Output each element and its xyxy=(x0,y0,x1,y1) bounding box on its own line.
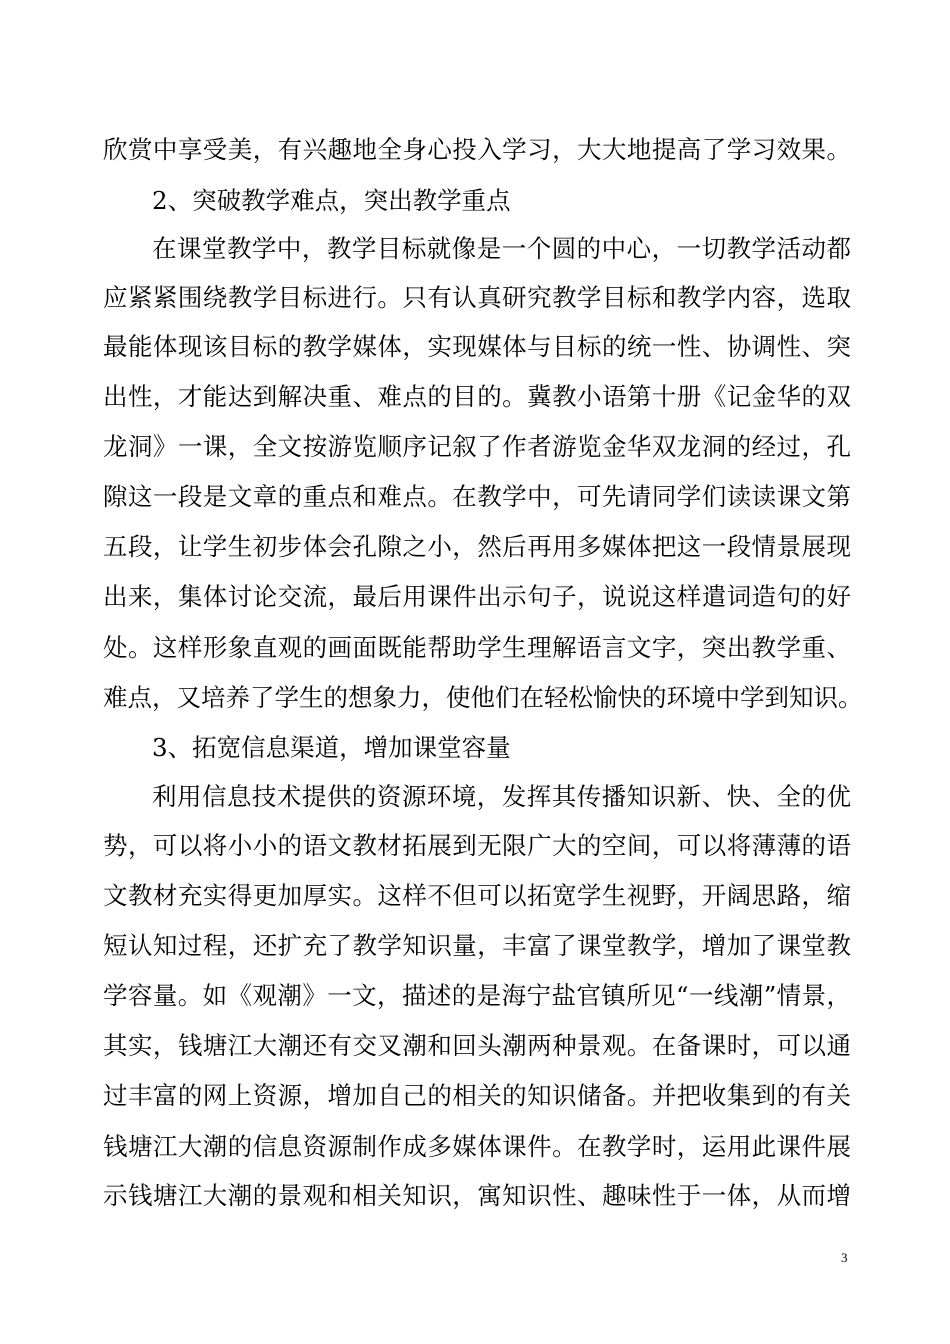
page-number: 3 xyxy=(841,1250,848,1265)
text-line: 应紧紧围绕教学目标进行。只有认真研究教学目标和教学内容，选取 xyxy=(103,283,851,312)
text-line: 五段，让学生初步体会孔隙之小，然后再用多媒体把这一段情景展现 xyxy=(103,532,851,561)
section-heading: 3、拓宽信息渠道，增加课堂容量 xyxy=(152,733,511,762)
text-line: 出性，才能达到解决重、难点的目的。冀教小语第十册《记金华的双 xyxy=(103,382,851,411)
text-line: 处。这样形象直观的画面既能帮助学生理解语言文字，突出教学重、 xyxy=(103,633,851,662)
text-line: 示钱塘江大潮的景观和相关知识，寓知识性、趣味性于一体，从而增 xyxy=(103,1181,851,1210)
text-line: 欣赏中享受美，有兴趣地全身心投入学习，大大地提高了学习效果。 xyxy=(103,135,851,164)
text-line: 在课堂教学中，教学目标就像是一个圆的中心，一切教学活动都 xyxy=(152,234,851,263)
text-line: 龙洞》一课，全文按游览顺序记叙了作者游览金华双龙洞的经过，孔 xyxy=(103,432,851,461)
section-heading: 2、突破教学难点，突出教学重点 xyxy=(152,186,511,215)
text-line: 最能体现该目标的教学媒体，实现媒体与目标的统一性、协调性、突 xyxy=(103,332,851,361)
text-line: 学容量。如《观潮》一文，描述的是海宁盐官镇所见“一线潮”情景， xyxy=(103,981,851,1010)
text-line: 钱塘江大潮的信息资源制作成多媒体课件。在教学时，运用此课件展 xyxy=(103,1132,851,1161)
text-line: 文教材充实得更加厚实。这样不但可以拓宽学生视野，开阔思路，缩 xyxy=(103,881,851,910)
text-line: 过丰富的网上资源，增加自己的相关的知识储备。并把收集到的有关 xyxy=(103,1081,851,1110)
text-line: 难点，又培养了学生的想象力，使他们在轻松愉快的环境中学到知识。 xyxy=(103,683,863,712)
text-line: 隙这一段是文章的重点和难点。在教学中，可先请同学们读读课文第 xyxy=(103,482,851,511)
text-line: 利用信息技术提供的资源环境，发挥其传播知识新、快、全的优 xyxy=(152,782,851,811)
text-line: 出来，集体讨论交流，最后用课件出示句子，说说这样遣词造句的好 xyxy=(103,582,851,611)
text-line: 其实，钱塘江大潮还有交叉潮和回头潮两种景观。在备课时，可以通 xyxy=(103,1031,851,1060)
text-line: 势，可以将小小的语文教材拓展到无限广大的空间，可以将薄薄的语 xyxy=(103,831,851,860)
text-line: 短认知过程，还扩充了教学知识量，丰富了课堂教学，增加了课堂教 xyxy=(103,931,851,960)
